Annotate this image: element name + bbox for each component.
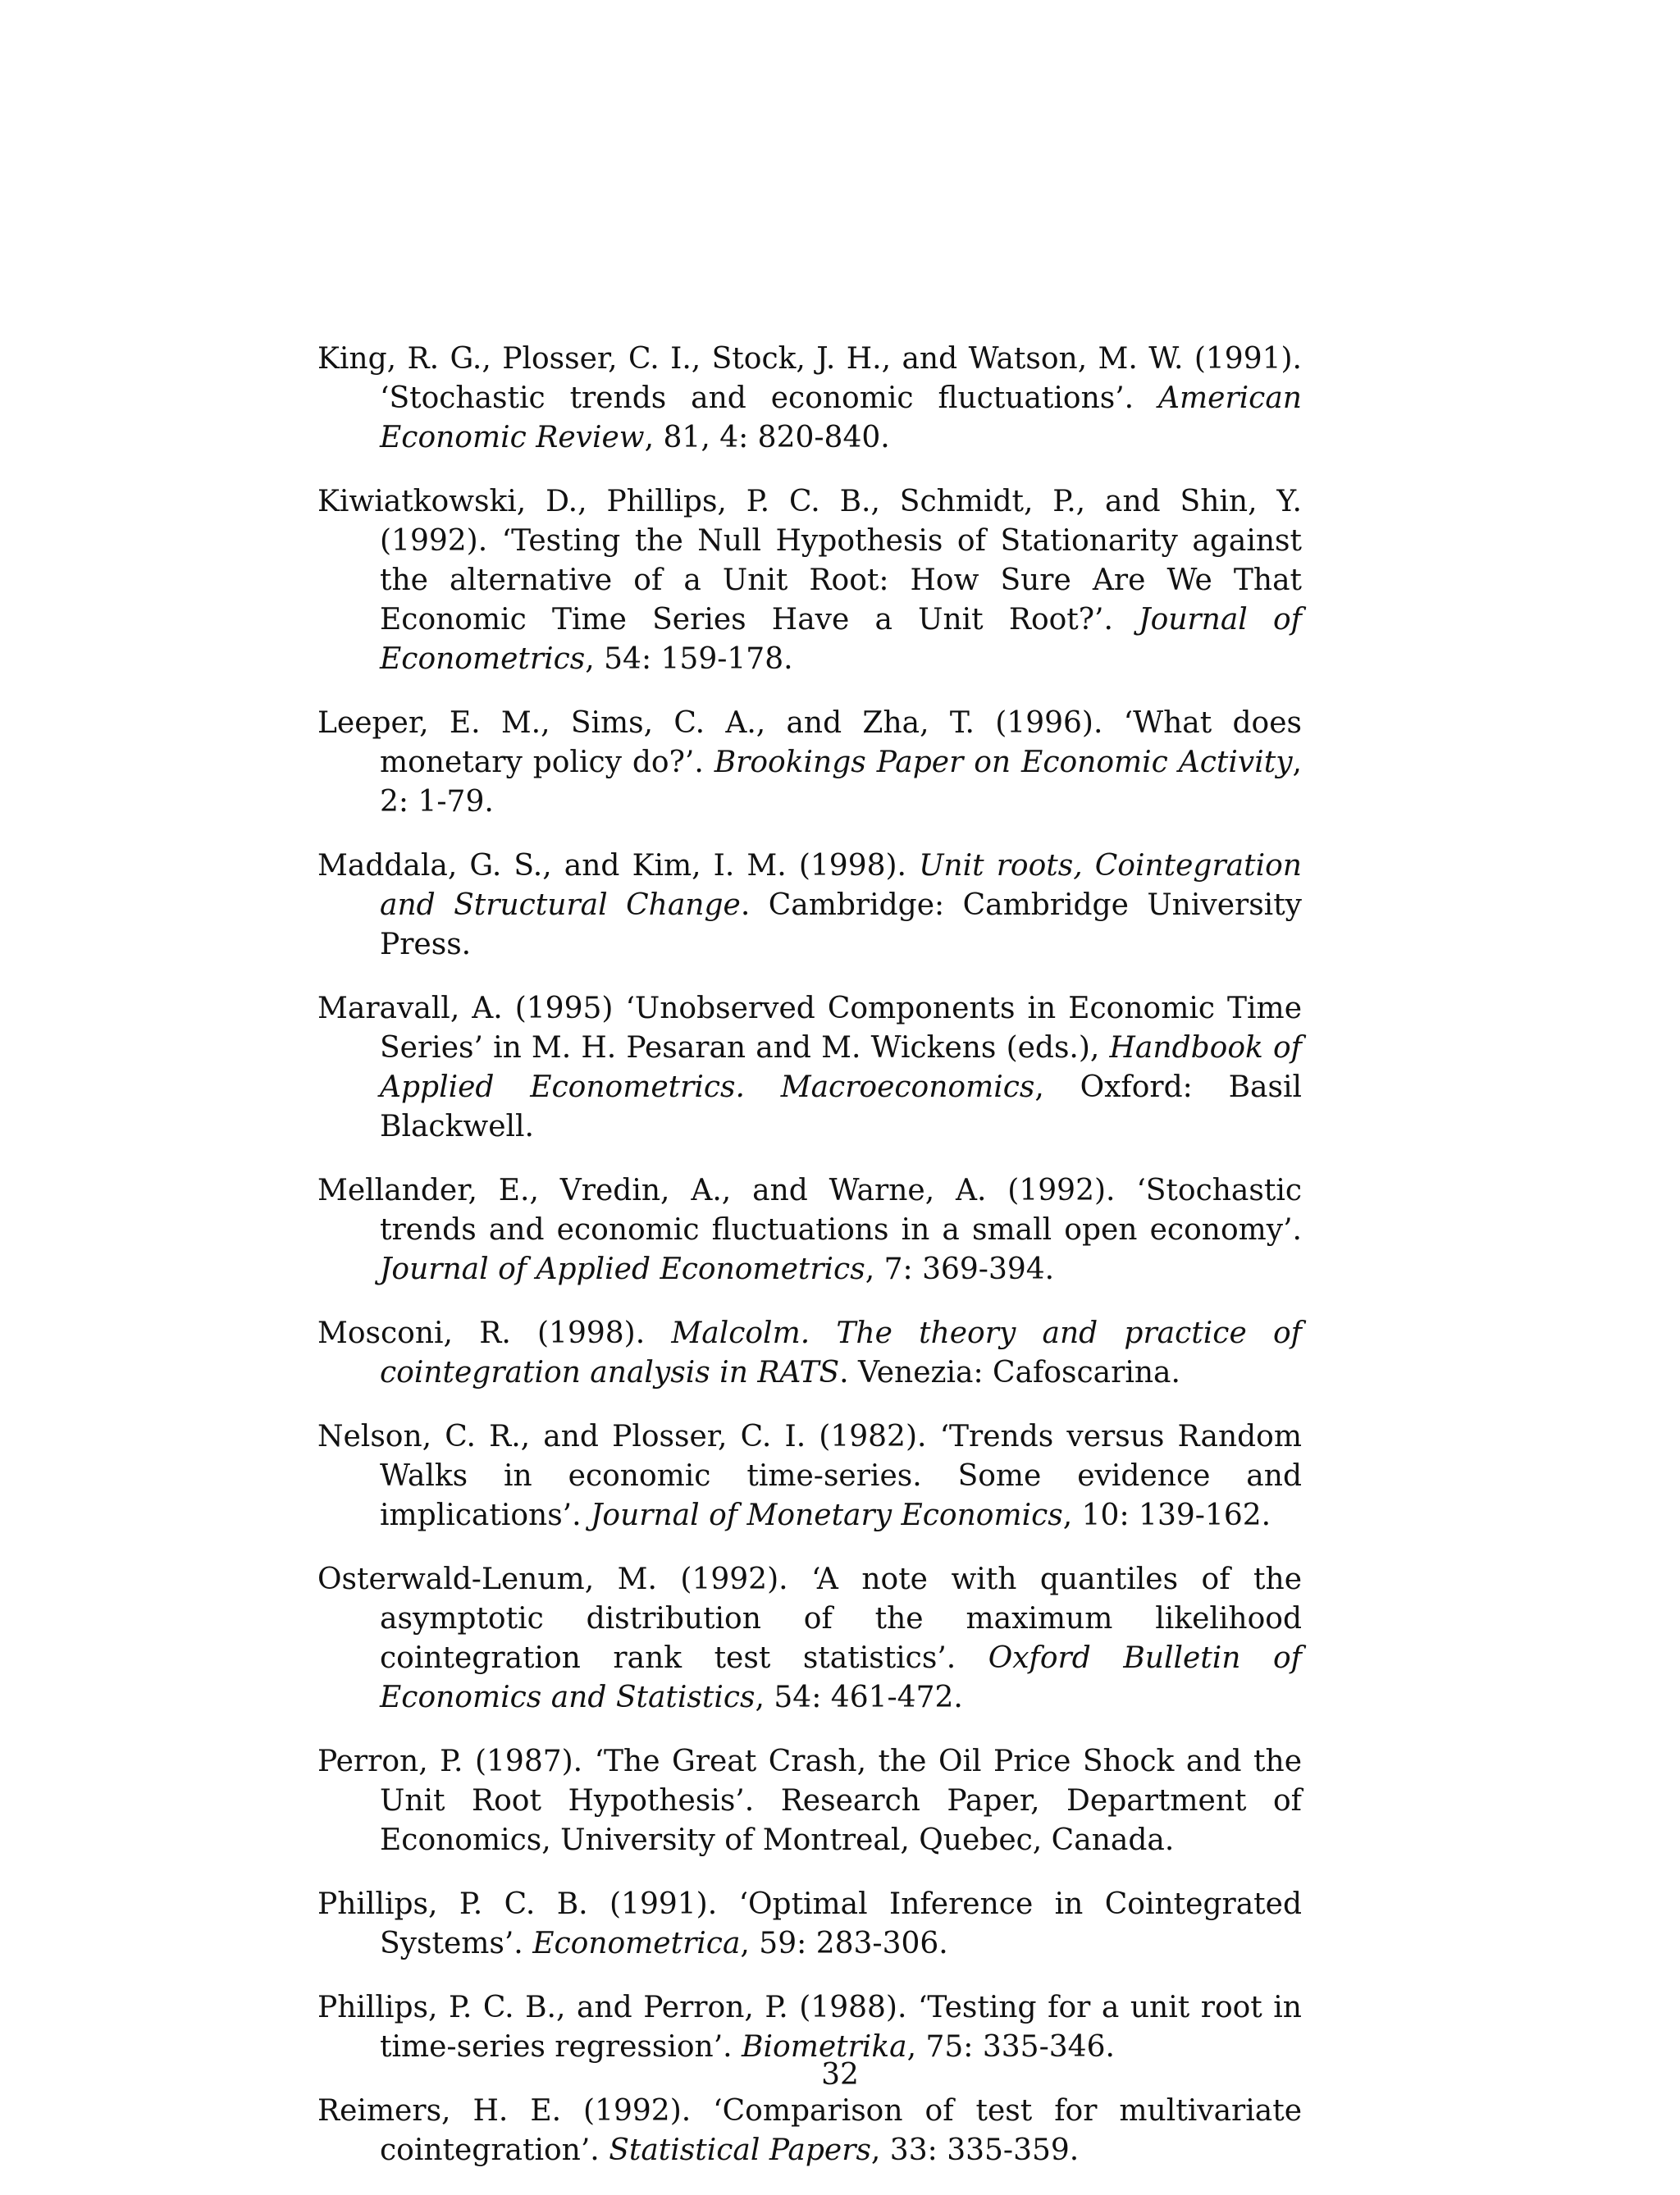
reference-entry [317,2092,1302,2170]
reference-entry [317,1314,1302,1393]
reference-italic-segment: Journal of Monetary Economics [591,1499,1063,1532]
reference-text-segment: Phillips, P. C. B. (1991). ‘Optimal Inference in Cointegrated Systems’. [317,1887,1302,1960]
reference-italic-segment: Brookings Paper on Economic Activity [714,746,1293,779]
reference-italic-segment: Journal of Econometrics [380,603,1302,676]
reference-entry [317,1885,1302,1964]
reference-entry [317,1417,1302,1536]
reference-italic-segment: Journal of Applied Econometrics [380,1253,865,1286]
reference-text-segment: Kiwiatkowski, D., Phillips, P. C. B., Schmidt, P., and Shin, Y. (1992). ‘Testing the Null Hypothesis of Stationarity against the alternative of a Unit Root: How Sure Are We That Economic Time Series Have a Unit Root?’. [317,485,1302,637]
reference-text-segment: Leeper, E. M., Sims, C. A., and Zha, T. (1996). ‘What does monetary policy do?’. [317,706,1302,779]
reference-entry [317,989,1302,1147]
reference-entry [317,1171,1302,1289]
reference-text-segment: , 75: 335-346. [906,2030,1115,2064]
reference-entry [317,482,1302,679]
reference-entry [317,1742,1302,1860]
reference-text-segment: Perron, P. (1987). ‘The Great Crash, the Oil Price Shock and the Unit Root Hypothesis’. Research Paper, Department of Economics, University of Montreal, Quebec, Canada. [317,1745,1302,1857]
reference-italic-segment: Biometrika [742,2030,907,2064]
reference-text-segment: Osterwald-Lenum, M. (1992). ‘A note with quantiles of the asymptotic distribution of the maximum likelihood cointegration rank test statistics’. [317,1563,1302,1675]
reference-italic-segment: Malcolm. The theory and practice of cointegration analysis in RATS [380,1317,1302,1390]
reference-text-segment: King, R. G., Plosser, C. I., Stock, J. H., and Watson, M. W. (1991). ‘Stochastic trends and economic fluctuations’. [317,342,1302,415]
reference-italic-segment: Oxford Bulletin of Economics and Statistics [380,1641,1302,1714]
reference-italic-segment: American Economic Review [380,381,1302,454]
reference-text-segment: Maddala, G. S., and Kim, I. M. (1998). [317,849,920,883]
reference-text-segment: Mellander, E., Vredin, A., and Warne, A. (1992). ‘Stochastic trends and economic fluctuations in a small open economy’. [317,1174,1302,1247]
reference-text-segment: , 7: 369-394. [865,1253,1055,1286]
reference-text-segment: , 54: 159-178. [585,642,793,676]
reference-text-segment: Phillips, P. C. B., and Perron, P. (1988). ‘Testing for a unit root in time-series regression’. [317,1991,1302,2064]
reference-text-segment: , 59: 283-306. [740,1927,948,1960]
page-number: 32 [821,2058,859,2092]
reference-text-segment: Mosconi, R. (1998). [317,1317,672,1350]
reference-italic-segment: Econometrica [532,1927,741,1960]
reference-text-segment: . Cambridge: Cambridge University Press. [380,888,1302,961]
reference-italic-segment: Handbook of Applied Econometrics. Macroeconomics [380,1031,1302,1104]
reference-text-segment: , 10: 139-162. [1062,1499,1271,1532]
reference-text-segment: , 54: 461-472. [755,1681,963,1714]
reference-text-segment: Reimers, H. E. (1992). ‘Comparison of test for multivariate cointegration’. [317,2094,1302,2167]
reference-entry [317,340,1302,458]
reference-text-segment: , 33: 335-359. [870,2133,1080,2167]
reference-entry [317,847,1302,965]
reference-text-segment: , 81, 4: 820-840. [644,421,890,454]
reference-entry [317,704,1302,822]
reference-text-segment: Nelson, C. R., and Plosser, C. I. (1982). ‘Trends versus Random Walks in economic time-series. Some evidence and implications’. [317,1420,1302,1532]
reference-entry [317,1560,1302,1718]
reference-italic-segment: Statistical Papers [609,2133,871,2167]
reference-text-segment: . Venezia: Cafoscarina. [839,1356,1180,1390]
reference-list [317,340,1302,2195]
reference-italic-segment: Unit roots, Cointegration and Structural Change [380,849,1302,922]
reference-text-segment: , 2: 1-79. [380,746,1302,819]
reference-text-segment: Maravall, A. (1995) ‘Unobserved Components in Economic Time Series’ in M. H. Pesaran and M. Wickens (eds.), [317,992,1302,1065]
reference-text-segment: , Oxford: Basil Blackwell. [380,1070,1302,1143]
